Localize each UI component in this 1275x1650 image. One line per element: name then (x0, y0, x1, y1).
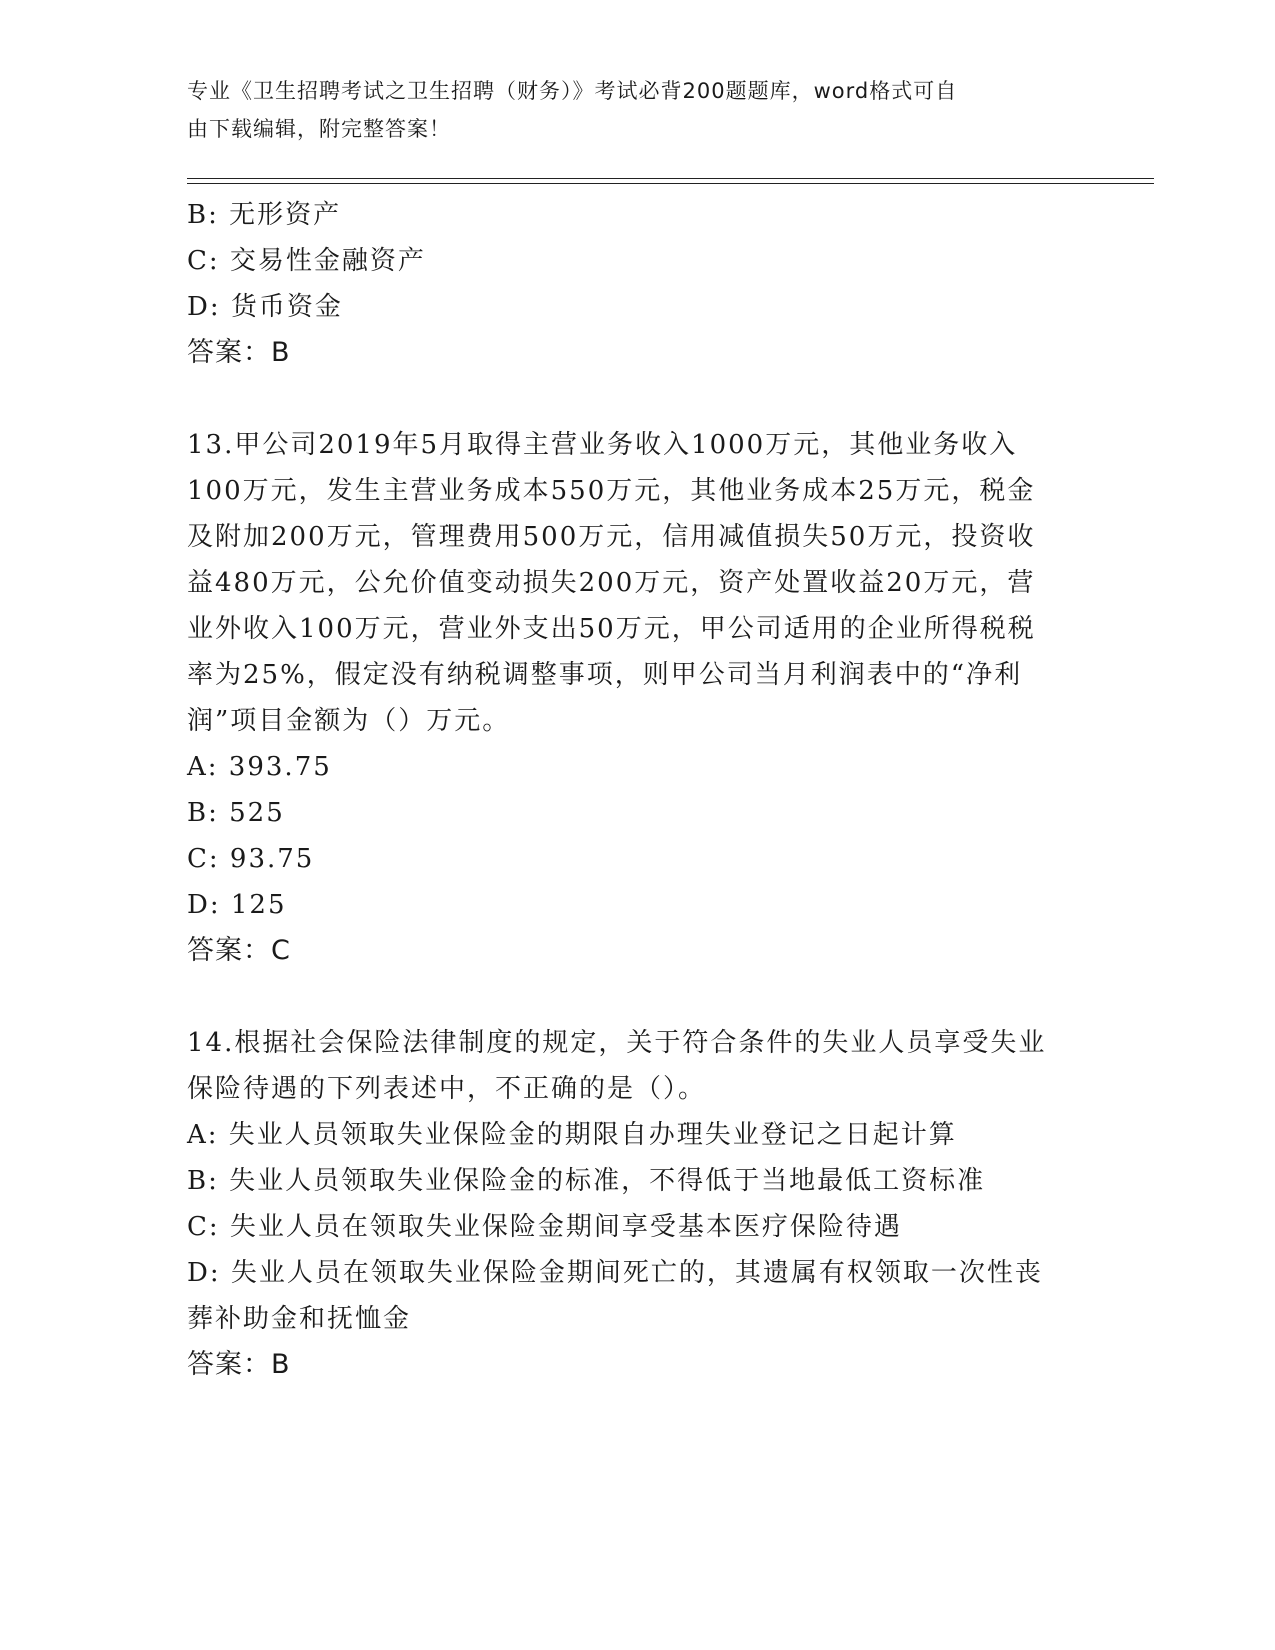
q13-option-b: B: 525 (187, 798, 285, 828)
q13-stem-line: 业外收入100万元，营业外支出50万元，甲公司适用的企业所得税税 (187, 614, 1036, 644)
q13-stem-line: 益480万元，公允价值变动损失200万元，资产处置收益20万元，营 (187, 568, 1036, 598)
q13-stem-line: 润”项目金额为（）万元。 (187, 706, 511, 736)
question-content (187, 192, 1087, 1388)
q12-option-b: B: 无形资产 (187, 200, 342, 230)
header-line-2: 由下载编辑，附完整答案！ (187, 117, 451, 141)
q12-option-d: D: 货币资金 (187, 292, 343, 322)
q14-stem-line: 14.根据社会保险法律制度的规定，关于符合条件的失业人员享受失业 (187, 1028, 1047, 1058)
q13-stem-line: 及附加200万元，管理费用500万元，信用减值损失50万元，投资收 (187, 522, 1036, 552)
q13-option-d: D: 125 (187, 890, 287, 920)
q14-stem-line: 保险待遇的下列表述中，不正确的是（）。 (187, 1074, 707, 1104)
q13-stem-line: 100万元，发生主营业务成本550万元，其他业务成本25万元，税金 (187, 476, 1036, 506)
header-rule-top (187, 178, 1154, 179)
document-header (187, 72, 1067, 148)
spacer (187, 974, 1087, 1020)
q13-option-a: A: 393.75 (187, 752, 332, 782)
q13-answer: 答案：C (187, 935, 291, 966)
q12-answer: 答案：B (187, 337, 291, 368)
q14-option-d-line: D: 失业人员在领取失业保险金期间死亡的，其遗属有权领取一次性丧 (187, 1258, 1043, 1288)
q14-stem (187, 1020, 1087, 1112)
q14-option-a: A: 失业人员领取失业保险金的期限自办理失业登记之日起计算 (187, 1120, 957, 1150)
q14-answer: 答案：B (187, 1349, 291, 1380)
header-line-1: 专业《卫生招聘考试之卫生招聘（财务）》考试必背200题题库，word格式可自 (187, 79, 958, 103)
q13-stem-line: 13.甲公司2019年5月取得主营业务收入1000万元，其他业务收入 (187, 430, 1018, 460)
q12-option-c: C: 交易性金融资产 (187, 246, 426, 276)
header-rule-bottom (187, 183, 1154, 184)
q14-option-b: B: 失业人员领取失业保险金的标准，不得低于当地最低工资标准 (187, 1166, 986, 1196)
q13-stem (187, 422, 1087, 744)
q13-option-c: C: 93.75 (187, 844, 315, 874)
q14-option-d-line: 葬补助金和抚恤金 (187, 1304, 412, 1334)
q14-option-c: C: 失业人员在领取失业保险金期间享受基本医疗保险待遇 (187, 1212, 902, 1242)
spacer (187, 376, 1087, 422)
q13-stem-line: 率为25%，假定没有纳税调整事项，则甲公司当月利润表中的“净利 (187, 660, 1023, 690)
